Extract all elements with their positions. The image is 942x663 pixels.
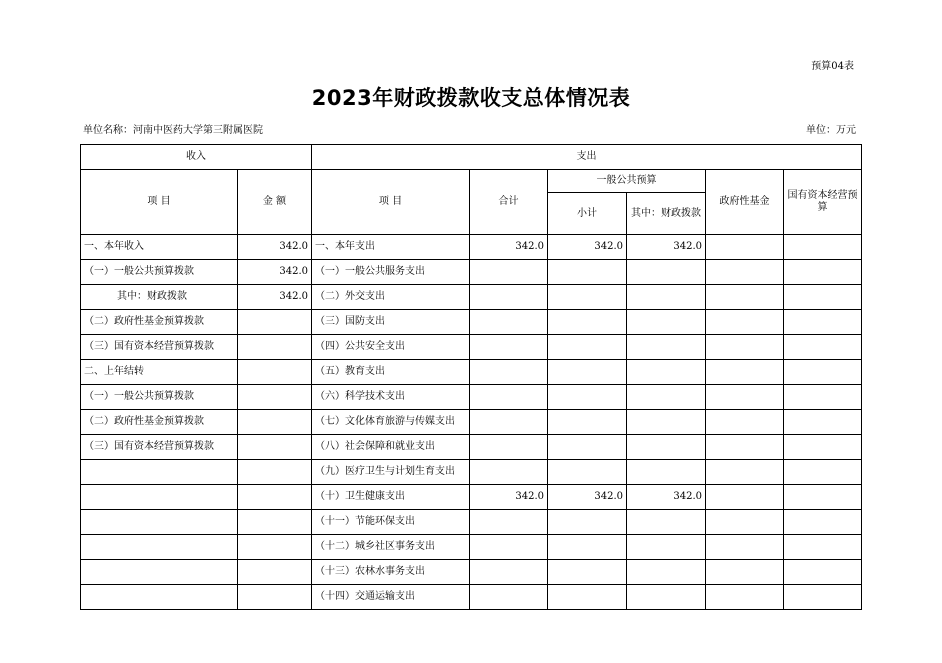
fiscal-cell [627,260,706,285]
state-capital-cell [784,285,862,310]
income-amount-cell: 342.0 [238,285,312,310]
gov-fund-cell [706,485,784,510]
expense-item-cell: （七）文化体育旅游与传媒支出 [312,410,470,435]
table-number: 预算04表 [811,61,854,72]
gov-fund-cell [706,560,784,585]
income-amount-cell: 342.0 [238,260,312,285]
expense-item-cell: （三）国防支出 [312,310,470,335]
income-item-cell: （二）政府性基金预算拨款 [81,310,238,335]
table-row [81,285,862,310]
unit-name: 单位名称：河南中医药大学第三附属医院 [83,125,263,136]
fiscal-cell [627,310,706,335]
state-capital-cell [784,235,862,260]
subtotal-cell [548,285,627,310]
income-amount-cell [238,535,312,560]
expense-item-cell: 一、本年支出 [312,235,470,260]
table-row [81,335,862,360]
fiscal-cell [627,560,706,585]
gov-fund-cell [706,585,784,610]
total-cell [470,360,548,385]
table-row [81,385,862,410]
total-cell [470,510,548,535]
income-amount-cell [238,460,312,485]
total-cell [470,285,548,310]
table-row [81,585,862,610]
gov-fund-cell [706,435,784,460]
subtotal-cell [548,385,627,410]
income-item-cell: 其中：财政拨款 [81,285,238,310]
income-item-cell: （一）一般公共预算拨款 [81,260,238,285]
total-cell [470,585,548,610]
state-capital-cell [784,435,862,460]
table-row [81,235,862,260]
state-capital-cell [784,335,862,360]
fiscal-cell [627,435,706,460]
expense-item-cell: （二）外交支出 [312,285,470,310]
income-item-cell: （三）国有资本经营预算拨款 [81,335,238,360]
total-cell [470,310,548,335]
total-header: 合计 [470,170,548,235]
budget-table [80,144,862,610]
gov-fund-cell [706,460,784,485]
state-capital-cell [784,585,862,610]
expense-item-cell: （六）科学技术支出 [312,385,470,410]
table-row [81,535,862,560]
fiscal-cell [627,535,706,560]
table-row [81,410,862,435]
total-cell [470,260,548,285]
total-cell [470,335,548,360]
gov-fund-header: 政府性基金 [706,170,784,235]
income-item-cell [81,535,238,560]
subtotal-cell: 342.0 [548,235,627,260]
state-capital-cell [784,535,862,560]
fiscal-cell [627,585,706,610]
page-title: 2023年财政拨款收支总体情况表 [311,86,631,110]
state-capital-cell [784,385,862,410]
expense-item-cell: （十四）交通运输支出 [312,585,470,610]
subtotal-cell [548,435,627,460]
subtotal-cell [548,310,627,335]
table-row [81,260,862,285]
expense-item-cell: （十）卫生健康支出 [312,485,470,510]
expense-item-cell: （四）公共安全支出 [312,335,470,360]
income-amount-cell [238,410,312,435]
subtotal-cell [548,410,627,435]
state-capital-cell [784,260,862,285]
total-cell [470,460,548,485]
gov-fund-cell [706,410,784,435]
expense-item-cell: （一）一般公共服务支出 [312,260,470,285]
fiscal-cell [627,460,706,485]
total-cell: 342.0 [470,235,548,260]
income-item-cell [81,510,238,535]
expense-item-header: 项 目 [312,170,470,235]
expense-item-cell: （五）教育支出 [312,360,470,385]
income-amount-cell [238,435,312,460]
state-capital-cell [784,360,862,385]
income-item-cell [81,460,238,485]
expense-item-cell: （八）社会保障和就业支出 [312,435,470,460]
expense-header: 支出 [312,145,862,170]
income-item-header: 项 目 [81,170,238,235]
gov-fund-cell [706,285,784,310]
expense-item-cell: （十一）节能环保支出 [312,510,470,535]
fiscal-cell [627,510,706,535]
table-row [81,310,862,335]
income-header: 收入 [81,145,312,170]
expense-item-cell: （九）医疗卫生与计划生育支出 [312,460,470,485]
fiscal-header: 其中：财政拨款 [627,193,706,235]
total-cell [470,535,548,560]
subtotal-cell [548,560,627,585]
subtotal-cell [548,260,627,285]
income-amount-cell [238,560,312,585]
table-row [81,560,862,585]
income-amount-cell [238,360,312,385]
gov-fund-cell [706,360,784,385]
subtotal-header: 小计 [548,193,627,235]
state-capital-cell [784,560,862,585]
income-item-cell: （二）政府性基金预算拨款 [81,410,238,435]
state-capital-header: 国有资本经营预算 [784,170,862,235]
income-item-cell [81,560,238,585]
subtotal-cell [548,585,627,610]
expense-item-cell: （十三）农林水事务支出 [312,560,470,585]
subtotal-cell [548,510,627,535]
fiscal-cell: 342.0 [627,485,706,510]
total-cell: 342.0 [470,485,548,510]
state-capital-cell [784,485,862,510]
income-item-cell [81,485,238,510]
gov-fund-cell [706,385,784,410]
income-amount-cell [238,385,312,410]
income-amount-cell [238,335,312,360]
state-capital-cell [784,460,862,485]
table-row [81,435,862,460]
subtotal-cell [548,360,627,385]
income-amount-cell [238,510,312,535]
table-row [81,485,862,510]
fiscal-cell [627,335,706,360]
income-item-cell: 一、本年收入 [81,235,238,260]
state-capital-cell [784,410,862,435]
fiscal-cell [627,285,706,310]
fiscal-cell: 342.0 [627,235,706,260]
gov-fund-cell [706,335,784,360]
gov-fund-cell [706,235,784,260]
fiscal-cell [627,360,706,385]
subtotal-cell [548,460,627,485]
fiscal-cell [627,410,706,435]
table-row [81,460,862,485]
gov-fund-cell [706,260,784,285]
subtotal-cell [548,535,627,560]
gov-fund-cell [706,310,784,335]
income-amount-cell [238,485,312,510]
total-cell [470,410,548,435]
total-cell [470,385,548,410]
general-budget-header: 一般公共预算 [548,170,706,193]
subtotal-cell: 342.0 [548,485,627,510]
income-amount-header: 金 额 [238,170,312,235]
gov-fund-cell [706,510,784,535]
income-item-cell: 二、上年结转 [81,360,238,385]
state-capital-cell [784,310,862,335]
income-item-cell: （三）国有资本经营预算拨款 [81,435,238,460]
subtotal-cell [548,335,627,360]
unit-label: 单位：万元 [806,125,856,136]
expense-item-cell: （十二）城乡社区事务支出 [312,535,470,560]
state-capital-cell [784,510,862,535]
table-row [81,510,862,535]
total-cell [470,435,548,460]
fiscal-cell [627,385,706,410]
gov-fund-cell [706,535,784,560]
income-item-cell: （一）一般公共预算拨款 [81,385,238,410]
total-cell [470,560,548,585]
income-amount-cell: 342.0 [238,235,312,260]
income-item-cell [81,585,238,610]
table-row [81,360,862,385]
income-amount-cell [238,585,312,610]
income-amount-cell [238,310,312,335]
